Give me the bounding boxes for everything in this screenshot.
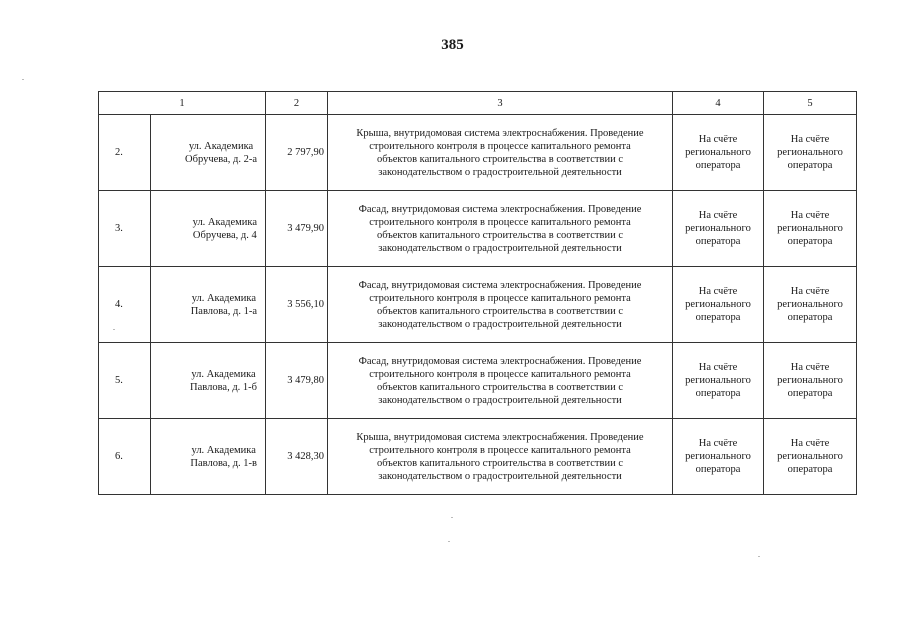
works-line: Фасад, внутридомовая система электроснабжения. Проведение	[358, 279, 642, 291]
funding-col-4	[673, 267, 764, 343]
funding-line: оператора	[695, 160, 741, 171]
header-row	[99, 92, 857, 115]
area-value: 2 797,90	[266, 115, 328, 191]
funding-col-4	[673, 115, 764, 191]
works-line: законодательством о градостроительной деятельности	[378, 318, 622, 330]
address	[191, 292, 257, 318]
area-value: 3 479,80	[266, 343, 328, 419]
scan-speck	[451, 517, 453, 518]
funding-line: оператора	[695, 236, 741, 247]
header-col-2: 2	[266, 92, 328, 115]
works-description	[328, 419, 673, 495]
scan-speck	[448, 541, 450, 542]
repair-table	[98, 91, 857, 495]
funding-line: оператора	[787, 388, 833, 399]
header-col-3: 3	[328, 92, 673, 115]
funding-line: На счёте	[698, 286, 738, 297]
works-description	[328, 343, 673, 419]
works-line: законодательством о градостроительной деятельности	[378, 470, 622, 482]
works-line: строительного контроля в процессе капитального ремонта	[369, 216, 631, 228]
funding-line: оператора	[787, 312, 833, 323]
works-description	[328, 191, 673, 267]
funding-col-5	[764, 343, 857, 419]
table-row	[99, 419, 857, 495]
address-line: Обручева, д. 2-а	[185, 153, 257, 165]
works-line: строительного контроля в процессе капитального ремонта	[369, 292, 631, 304]
address-line: Павлова, д. 1-в	[190, 457, 257, 469]
header-col-1: 1	[99, 92, 266, 115]
funding-line: На счёте	[698, 134, 738, 145]
funding-line: регионального	[685, 147, 751, 158]
works-description	[328, 115, 673, 191]
works-line: Крыша, внутридомовая система электроснабжения. Проведение	[356, 127, 644, 139]
scan-speck	[113, 329, 115, 330]
works-line: строительного контроля в процессе капитального ремонта	[369, 140, 631, 152]
table-row	[99, 343, 857, 419]
address-cell	[151, 191, 266, 267]
funding-line: На счёте	[790, 286, 830, 297]
address	[190, 368, 257, 394]
funding-col-5	[764, 267, 857, 343]
funding-line: На счёте	[698, 438, 738, 449]
funding-line: регионального	[777, 147, 843, 158]
funding-line: регионального	[685, 451, 751, 462]
address-line: ул. Академика	[191, 292, 257, 304]
address-line: ул. Академика	[191, 444, 256, 456]
works-line: объектов капитального строительства в соответствии с	[377, 457, 623, 469]
funding-line: оператора	[695, 388, 741, 399]
funding-col-4	[673, 191, 764, 267]
funding-line: оператора	[695, 464, 741, 475]
works-line: Крыша, внутридомовая система электроснабжения. Проведение	[356, 431, 644, 443]
row-number: 6.	[99, 419, 151, 495]
address-cell	[151, 419, 266, 495]
funding-line: оператора	[787, 160, 833, 171]
funding-line: На счёте	[698, 362, 738, 373]
funding-line: На счёте	[790, 134, 830, 145]
row-number: 4.	[99, 267, 151, 343]
funding-col-5	[764, 191, 857, 267]
funding-line: регионального	[777, 451, 843, 462]
funding-col-5	[764, 419, 857, 495]
address	[185, 140, 257, 166]
header-col-4: 4	[673, 92, 764, 115]
works-line: строительного контроля в процессе капитального ремонта	[369, 444, 631, 456]
funding-line: регионального	[777, 299, 843, 310]
table-row	[99, 191, 857, 267]
row-number: 2.	[99, 115, 151, 191]
address-line: ул. Академика	[192, 216, 257, 228]
works-line: Фасад, внутридомовая система электроснабжения. Проведение	[358, 203, 642, 215]
address-line: Обручева, д. 4	[192, 229, 257, 241]
funding-line: оператора	[787, 236, 833, 247]
works-line: законодательством о градостроительной деятельности	[378, 394, 622, 406]
address-line: ул. Академика	[188, 140, 254, 152]
funding-line: регионального	[777, 375, 843, 386]
works-line: законодательством о градостроительной деятельности	[378, 166, 622, 178]
funding-col-4	[673, 343, 764, 419]
area-value: 3 428,30	[266, 419, 328, 495]
works-line: строительного контроля в процессе капитального ремонта	[369, 368, 631, 380]
funding-line: На счёте	[790, 362, 830, 373]
funding-line: оператора	[695, 312, 741, 323]
address-line: ул. Академика	[191, 368, 256, 380]
funding-line: регионального	[685, 375, 751, 386]
area-value: 3 479,90	[266, 191, 328, 267]
address-cell	[151, 115, 266, 191]
funding-line: регионального	[685, 299, 751, 310]
address	[190, 444, 257, 470]
works-line: объектов капитального строительства в соответствии с	[377, 305, 623, 317]
works-line: объектов капитального строительства в соответствии с	[377, 381, 623, 393]
table-row	[99, 267, 857, 343]
funding-col-4	[673, 419, 764, 495]
table-row	[99, 115, 857, 191]
funding-line: регионального	[777, 223, 843, 234]
row-number: 5.	[99, 343, 151, 419]
area-value: 3 556,10	[266, 267, 328, 343]
works-description	[328, 267, 673, 343]
page-number: 385	[441, 37, 464, 53]
funding-line: На счёте	[790, 438, 830, 449]
row-number: 3.	[99, 191, 151, 267]
works-line: Фасад, внутридомовая система электроснабжения. Проведение	[358, 355, 642, 367]
funding-line: На счёте	[698, 210, 738, 221]
funding-line: регионального	[685, 223, 751, 234]
funding-line: На счёте	[790, 210, 830, 221]
funding-line: оператора	[787, 464, 833, 475]
address-cell	[151, 267, 266, 343]
scan-speck	[22, 79, 24, 80]
address-cell	[151, 343, 266, 419]
address	[193, 216, 257, 242]
address-line: Павлова, д. 1-а	[190, 305, 257, 317]
header-col-5: 5	[764, 92, 857, 115]
works-line: объектов капитального строительства в соответствии с	[377, 229, 623, 241]
works-line: законодательством о градостроительной деятельности	[378, 242, 622, 254]
address-line: Павлова, д. 1-б	[190, 381, 257, 393]
works-line: объектов капитального строительства в соответствии с	[377, 153, 623, 165]
funding-col-5	[764, 115, 857, 191]
scan-speck	[758, 556, 760, 557]
